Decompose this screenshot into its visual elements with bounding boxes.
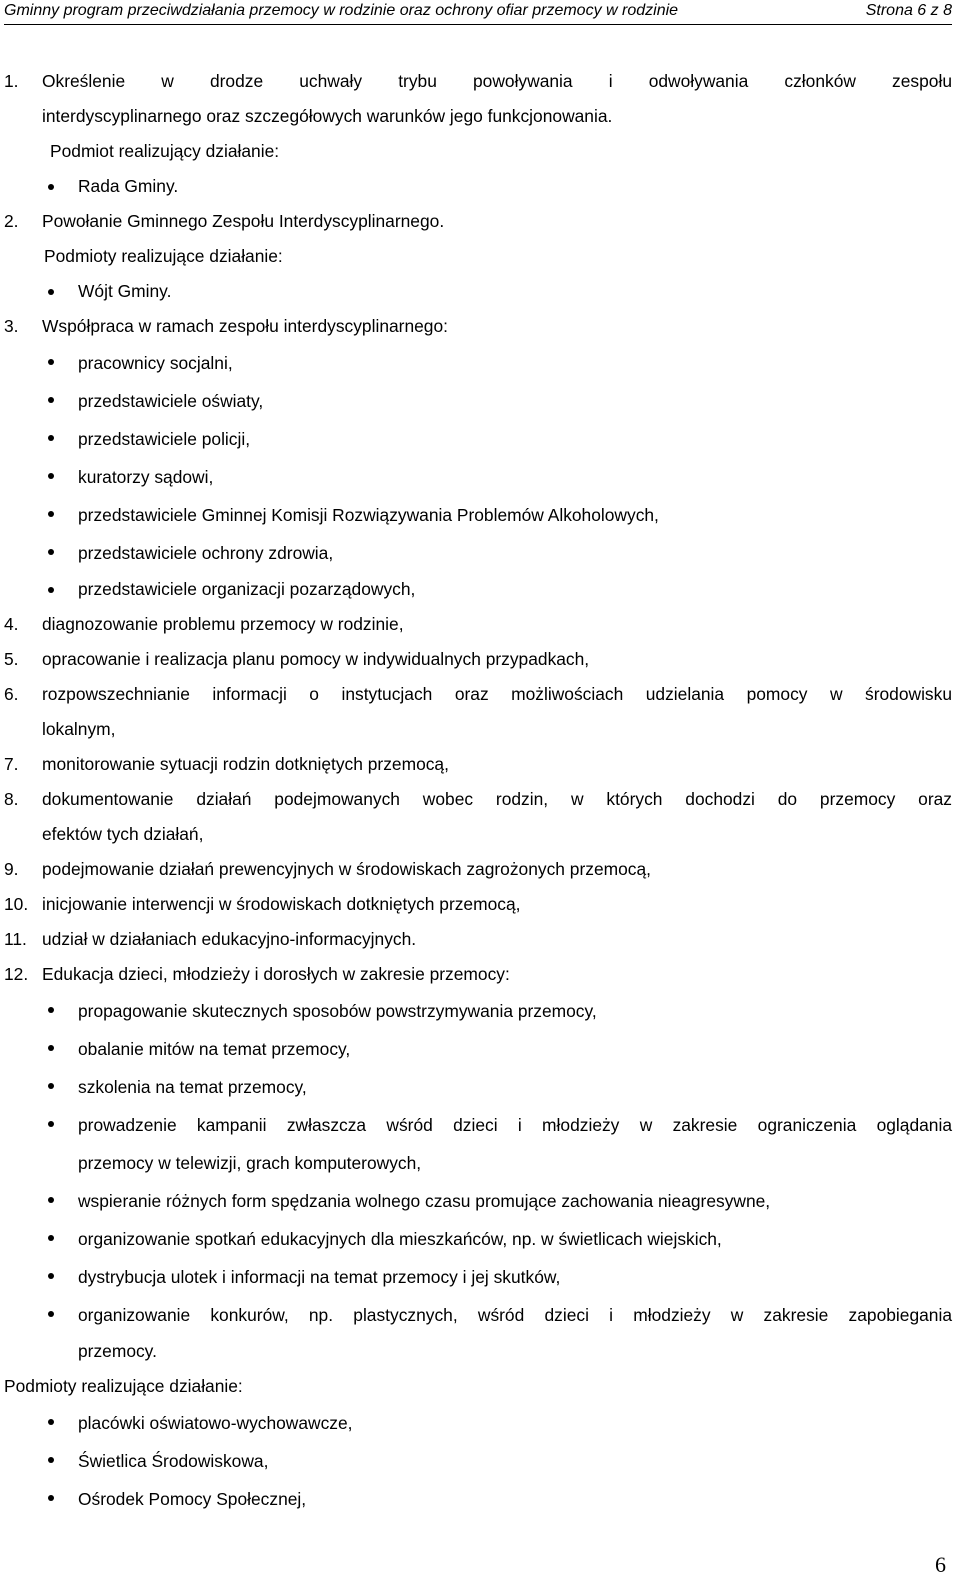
list-item bbox=[4, 852, 952, 887]
item-number: 7. bbox=[4, 754, 19, 774]
item-text-continuation: interdyscyplinarnego oraz szczegółowych warunków jego funkcjonowania. bbox=[42, 106, 613, 126]
item-text: Edukacja dzieci, młodzieży i dorosłych w zakresie przemocy: bbox=[42, 964, 510, 984]
item-number: 10. bbox=[4, 894, 29, 914]
page-number: 6 bbox=[935, 1552, 946, 1577]
item-text: Powołanie Gminnego Zespołu Interdyscyplinarnego. bbox=[42, 211, 445, 231]
page-indicator: Strona 6 z 8 bbox=[865, 2, 952, 19]
bullet-item: Ośrodek Pomocy Społecznej, bbox=[4, 1480, 952, 1518]
item-number: 1. bbox=[4, 71, 19, 91]
item-text: monitorowanie sytuacji rodzin dotkniętych przemocą, bbox=[42, 754, 449, 774]
item-number: 12. bbox=[4, 964, 29, 984]
bullet-item: prowadzenie kampanii zwłaszcza wśród dzieci i młodzieży w zakresie ograniczenia oglądania bbox=[4, 1106, 952, 1144]
item-text: Określenie w drodze uchwały trybu powoływania i odwoływania członków zespołu bbox=[42, 71, 952, 91]
bullet-item: dystrybucja ulotek i informacji na temat przemocy i jej skutków, bbox=[4, 1258, 952, 1296]
bullet-item: przedstawiciele ochrony zdrowia, bbox=[4, 534, 952, 572]
list-item bbox=[4, 782, 952, 817]
bullet-item: propagowanie skutecznych sposobów powstrzymywania przemocy, bbox=[4, 992, 952, 1030]
document-body bbox=[4, 64, 952, 1518]
bullet-item: Wójt Gminy. bbox=[4, 274, 952, 309]
list-item bbox=[4, 747, 952, 782]
bullet-item: organizowanie spotkań edukacyjnych dla mieszkańców, np. w świetlicach wiejskich, bbox=[4, 1220, 952, 1258]
page-header bbox=[4, 0, 952, 25]
item-text: opracowanie i realizacja planu pomocy w indywidualnych przypadkach, bbox=[42, 649, 590, 669]
item-text: Współpraca w ramach zespołu interdyscyplinarnego: bbox=[42, 316, 448, 336]
item-number: 11. bbox=[4, 929, 27, 949]
item-number: 4. bbox=[4, 614, 19, 634]
list-item bbox=[4, 204, 952, 239]
bullet-item: placówki oświatowo-wychowawcze, bbox=[4, 1404, 952, 1442]
list-item bbox=[4, 64, 952, 99]
list-item bbox=[4, 309, 952, 344]
list-item bbox=[4, 957, 952, 992]
list-item bbox=[4, 677, 952, 712]
responsible-label: Podmioty realizujące działanie: bbox=[44, 246, 283, 266]
bullet-item: Świetlica Środowiskowa, bbox=[4, 1442, 952, 1480]
document-title: Gminny program przeciwdziałania przemocy w rodzinie oraz ochrony ofiar przemocy w rodzinie bbox=[4, 2, 679, 19]
bullet-item: przedstawiciele oświaty, bbox=[4, 382, 952, 420]
list-item bbox=[4, 922, 952, 957]
responsible-label: Podmiot realizujący działanie: bbox=[50, 141, 280, 161]
item-number: 5. bbox=[4, 649, 19, 669]
item-text: dokumentowanie działań podejmowanych wobec rodzin, w których dochodzi do przemocy oraz bbox=[42, 789, 952, 809]
item-text-continuation: efektów tych działań, bbox=[42, 824, 204, 844]
bullet-item: kuratorzy sądowi, bbox=[4, 458, 952, 496]
bullet-item: szkolenia na temat przemocy, bbox=[4, 1068, 952, 1106]
item-number: 9. bbox=[4, 859, 19, 879]
item-number: 8. bbox=[4, 789, 19, 809]
bullet-continuation: przemocy w telewizji, grach komputerowych, bbox=[78, 1153, 422, 1173]
bullet-item: Rada Gminy. bbox=[4, 169, 952, 204]
bullet-item: organizowanie konkurów, np. plastycznych, wśród dzieci i młodzieży w zakresie zapobiegania bbox=[4, 1296, 952, 1334]
item-number: 3. bbox=[4, 316, 19, 336]
bullet-item: przedstawiciele Gminnej Komisji Rozwiązywania Problemów Alkoholowych, bbox=[4, 496, 952, 534]
bullet-item: obalanie mitów na temat przemocy, bbox=[4, 1030, 952, 1068]
bullet-item: pracownicy socjalni, bbox=[4, 344, 952, 382]
list-item bbox=[4, 642, 952, 677]
item-text: diagnozowanie problemu przemocy w rodzinie, bbox=[42, 614, 404, 634]
bullet-item: przedstawiciele policji, bbox=[4, 420, 952, 458]
bullet-item: wspieranie różnych form spędzania wolnego czasu promujące zachowania nieagresywne, bbox=[4, 1182, 952, 1220]
item-text: rozpowszechnianie informacji o instytucjach oraz możliwościach udzielania pomocy w środowisku bbox=[42, 684, 952, 704]
item-number: 2. bbox=[4, 211, 19, 231]
bullet-item: przedstawiciele organizacji pozarządowych, bbox=[4, 572, 952, 607]
item-text-continuation: lokalnym, bbox=[42, 719, 116, 739]
responsible-label: Podmioty realizujące działanie: bbox=[4, 1376, 243, 1396]
item-text: udział w działaniach edukacyjno-informacyjnych. bbox=[42, 929, 417, 949]
bullet-continuation: przemocy. bbox=[78, 1341, 157, 1361]
list-item bbox=[4, 887, 952, 922]
list-item bbox=[4, 607, 952, 642]
item-number: 6. bbox=[4, 684, 19, 704]
item-text: podejmowanie działań prewencyjnych w środowiskach zagrożonych przemocą, bbox=[42, 859, 651, 879]
item-text: inicjowanie interwencji w środowiskach dotkniętych przemocą, bbox=[42, 894, 521, 914]
